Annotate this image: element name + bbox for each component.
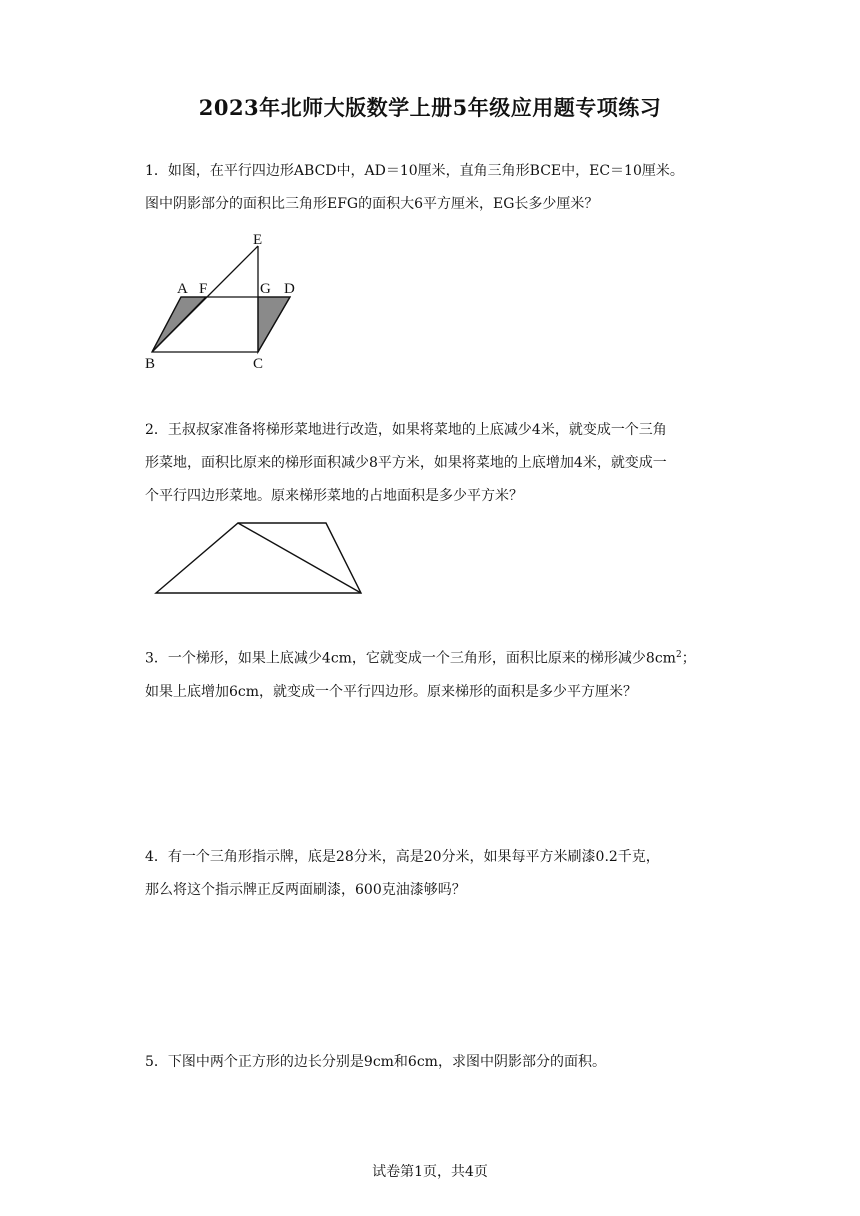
question-2-line-2: 形菜地，面积比原来的梯形面积减少8平方米，如果将菜地的上底增加4米，就变成一	[145, 455, 667, 471]
question-2	[145, 414, 725, 513]
trapezoid-diagonal	[238, 523, 361, 593]
page-title: 2023年北师大版数学上册5年级应用题专项练习	[198, 95, 662, 120]
label-b: B	[145, 356, 156, 372]
question-3-line-1-tail: ；	[681, 650, 696, 667]
label-d: D	[284, 281, 295, 297]
question-2-line-3: 个平行四边形菜地。原来梯形菜地的占地面积是多少平方米？	[145, 488, 523, 504]
question-3-line-1	[145, 639, 725, 676]
question-4-line-1: 4．有一个三角形指示牌，底是28分米，高是20分米，如果每平方米刷漆0.2千克，	[145, 849, 660, 865]
question-3	[145, 639, 725, 709]
question-4	[145, 841, 725, 907]
page-footer: 试卷第1页，共4页	[372, 1164, 488, 1180]
label-f: F	[199, 281, 208, 297]
segment-be	[152, 246, 258, 352]
question-5	[145, 1046, 725, 1079]
label-a: A	[177, 281, 188, 297]
question-3-superscript: 2	[675, 650, 682, 660]
question-3-line-2: 如果上底增加6cm，就变成一个平行四边形。原来梯形的面积是多少平方厘米？	[145, 683, 638, 700]
trapezoid-figure	[150, 517, 370, 599]
question-1	[145, 155, 725, 221]
question-5-line-1: 5．下图中两个正方形的边长分别是9cm和6cm，求图中阴影部分的面积。	[145, 1054, 606, 1070]
label-e: E	[253, 232, 263, 248]
question-4-line-2: 那么将这个指示牌正反两面刷漆，600克油漆够吗？	[145, 882, 466, 898]
trapezoid-outline	[156, 523, 361, 593]
label-g: G	[260, 281, 271, 297]
question-1-line-1: 1．如图，在平行四边形ABCD中，AD＝10厘米，直角三角形BCE中，EC＝10厘米。	[145, 163, 684, 179]
label-c: C	[253, 356, 264, 372]
question-2-line-1: 2．王叔叔家准备将梯形菜地进行改造，如果将菜地的上底减少4米，就变成一个三角	[145, 422, 667, 438]
question-3-line-1-text: 3．一个梯形，如果上底减少4cm，它就变成一个三角形，面积比原来的梯形减少8cm	[145, 650, 676, 667]
question-1-line-2: 图中阴影部分的面积比三角形EFG的面积大6平方厘米，EG长多少厘米？	[145, 196, 599, 212]
parallelogram-triangle-figure	[140, 228, 310, 376]
